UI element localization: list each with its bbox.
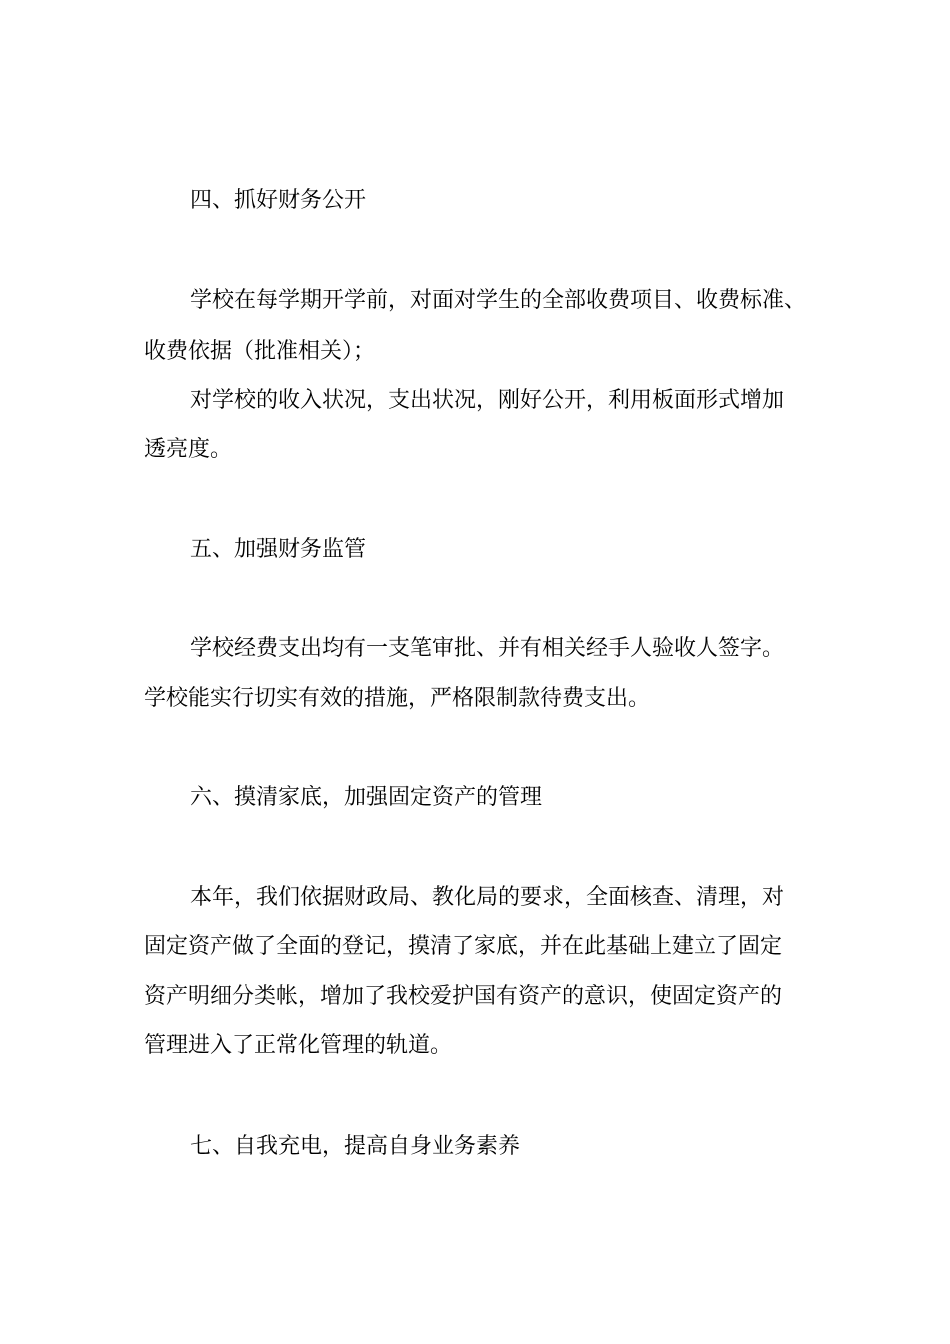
section-heading-4: 四、抓好财务公开 [190, 188, 367, 213]
section-heading-6: 六、摸清家底，加强固定资产的管理 [190, 785, 543, 810]
paragraph-line: 固定资产做了全面的登记，摸清了家底，并在此基础上建立了固定 [144, 934, 783, 959]
paragraph-line: 对学校的收入状况，支出状况，刚好公开，利用板面形式增加 [190, 388, 785, 413]
paragraph-line: 学校能实行切实有效的措施，严格限制款待费支出。 [144, 686, 651, 711]
paragraph-line: 学校经费支出均有一支笔审批、并有相关经手人验收人签字。 [190, 636, 785, 661]
paragraph-line: 收费依据（批准相关）； [144, 339, 376, 364]
paragraph-line: 管理进入了正常化管理的轨道。 [144, 1033, 453, 1058]
paragraph-line: 学校在每学期开学前，对面对学生的全部收费项目、收费标准、 [190, 288, 807, 313]
section-heading-5: 五、加强财务监管 [190, 537, 367, 562]
paragraph-line: 透亮度。 [144, 437, 233, 462]
section-heading-7: 七、自我充电，提高自身业务素养 [190, 1134, 521, 1159]
paragraph-line: 本年，我们依据财政局、教化局的要求，全面核查、清理，对 [190, 885, 785, 910]
paragraph-line: 资产明细分类帐，增加了我校爱护国有资产的意识，使固定资产的 [144, 984, 783, 1009]
